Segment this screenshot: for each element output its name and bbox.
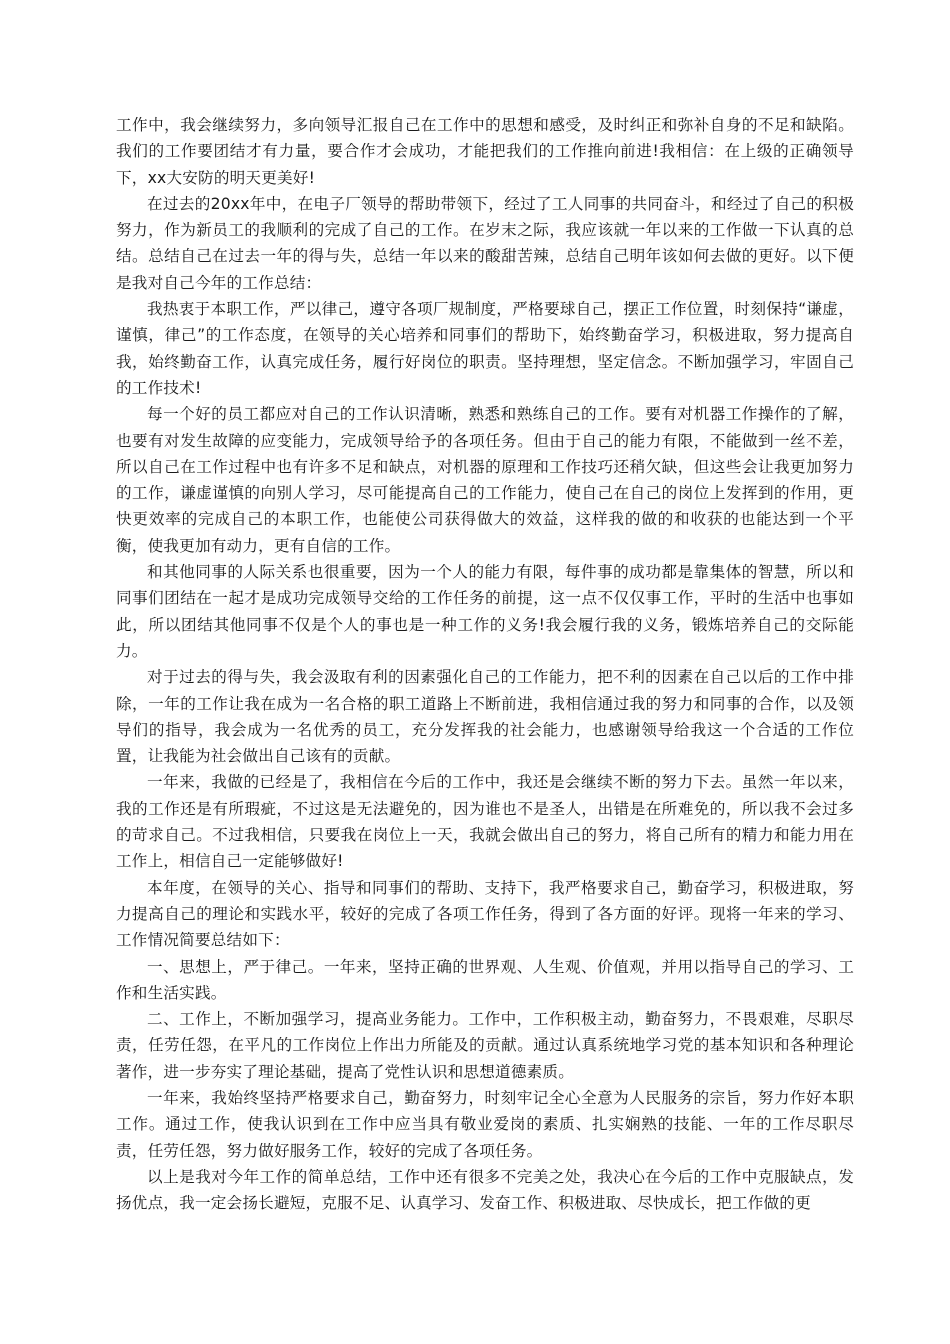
paragraph-10: 二、工作上，不断加强学习，提高业务能力。工作中，工作积极主动，勤奋努力，不畏艰难，尽职尽责，任劳任怨，在平凡的工作岗位上作出力所能及的贡献。通过认真系统地学习党的基本知识和各种理论著作，进一步夯实了理论基础，提高了党性认识和思想道德素质。 bbox=[116, 1010, 854, 1081]
paragraph-4: 每一个好的员工都应对自己的工作认识清晰，熟悉和熟练自己的工作。要有对机器工作操作的了解，也要有对发生故障的应变能力，完成领导给予的各项任务。但由于自己的能力有限，不能做到一丝不差，所以自己在工作过程中也有许多不足和缺点，对机器的原理和工作技巧还稍欠缺，但这些会让我更加努力的工作，谦虚谨慎的向别人学习，尽可能提高自己的工作能力，使自己在自己的岗位上发挥到的作用，更快更效率的完成自己的本职工作，也能使公司获得做大的效益，这样我的做的和收获的也能达到一个平衡，使我更加有动力，更有自信的工作。 bbox=[116, 405, 854, 555]
paragraph-3: 我热衷于本职工作，严以律己，遵守各项厂规制度，严格要球自己，摆正工作位置，时刻保持“谦虚，谨慎，律己”的工作态度，在领导的关心培养和同事们的帮助下，始终勤奋学习，积极进取，努力提高自我，始终勤奋工作，认真完成任务，履行好岗位的职责。坚持理想，坚定信念。不断加强学习，牢固自己的工作技术! bbox=[116, 300, 854, 397]
document-body bbox=[116, 112, 854, 1216]
paragraph-12: 以上是我对今年工作的简单总结，工作中还有很多不完美之处，我决心在今后的工作中克服缺点，发扬优点，我一定会扬长避短，克服不足、认真学习、发奋工作、积极进取、尽快成长，把工作做的更 bbox=[116, 1167, 854, 1213]
paragraph-2: 在过去的20xx年中，在电子厂领导的帮助带领下，经过了工人同事的共同奋斗，和经过了自己的积极努力，作为新员工的我顺利的完成了自己的工作。在岁末之际，我应该就一年以来的工作做一下认真的总结。总结自己在过去一年的得与失，总结一年以来的酸甜苦辣，总结自己明年该如何去做的更好。以下便是我对自己今年的工作总结： bbox=[116, 194, 854, 292]
paragraph-8: 本年度，在领导的关心、指导和同事们的帮助、支持下，我严格要求自己，勤奋学习，积极进取，努力提高自己的理论和实践水平，较好的完成了各项工作任务，得到了各方面的好评。现将一年来的学习、工作情况简要总结如下： bbox=[116, 878, 854, 950]
paragraph-9: 一、思想上，严于律己。一年来，坚持正确的世界观、人生观、价值观，并用以指导自己的学习、工作和生活实践。 bbox=[116, 957, 854, 1002]
paragraph-11: 一年来，我始终坚持严格要求自己，勤奋努力，时刻牢记全心全意为人民服务的宗旨，努力作好本职工作。通过工作，使我认识到在工作中应当具有敬业爱岗的素质、扎实娴熟的技能、一年的工作尽职尽责，任劳任怨，努力做好服务工作，较好的完成了各项任务。 bbox=[116, 1088, 854, 1160]
paragraph-7: 一年来，我做的已经是了，我相信在今后的工作中，我还是会继续不断的努力下去。虽然一年以来，我的工作还是有所瑕疵，不过这是无法避免的，因为谁也不是圣人，出错是在所难免的，所以我不会过多的苛求自己。不过我相信，只要我在岗位上一天，我就会做出自己的努力，将自己所有的精力和能力用在工作上，相信自己一定能够做好! bbox=[116, 773, 854, 871]
paragraph-1: 工作中，我会继续努力，多向领导汇报自己在工作中的思想和感受，及时纠正和弥补自身的不足和缺陷。我们的工作要团结才有力量，要合作才会成功，才能把我们的工作推向前进!我相信：在上级的正确领导下，xx大安防的明天更美好! bbox=[116, 116, 854, 187]
paragraph-5: 和其他同事的人际关系也很重要，因为一个人的能力有限，每件事的成功都是靠集体的智慧，所以和同事们团结在一起才是成功完成领导交给的工作任务的前提，这一点不仅仅事工作，平时的生活中也事如此，所以团结其他同事不仅是个人的事也是一种工作的义务!我会履行我的义务，锻炼培养自己的交际能力。 bbox=[116, 563, 854, 660]
paragraph-6: 对于过去的得与失，我会汲取有利的因素强化自己的工作能力，把不利的因素在自己以后的工作中排除，一年的工作让我在成为一名合格的职工道路上不断前进，我相信通过我的努力和同事的合作，以及领导们的指导，我会成为一名优秀的员工，充分发挥我的社会能力，也感谢领导给我这一个合适的工作位置，让我能为社会做出自己该有的贡献。 bbox=[116, 668, 854, 766]
